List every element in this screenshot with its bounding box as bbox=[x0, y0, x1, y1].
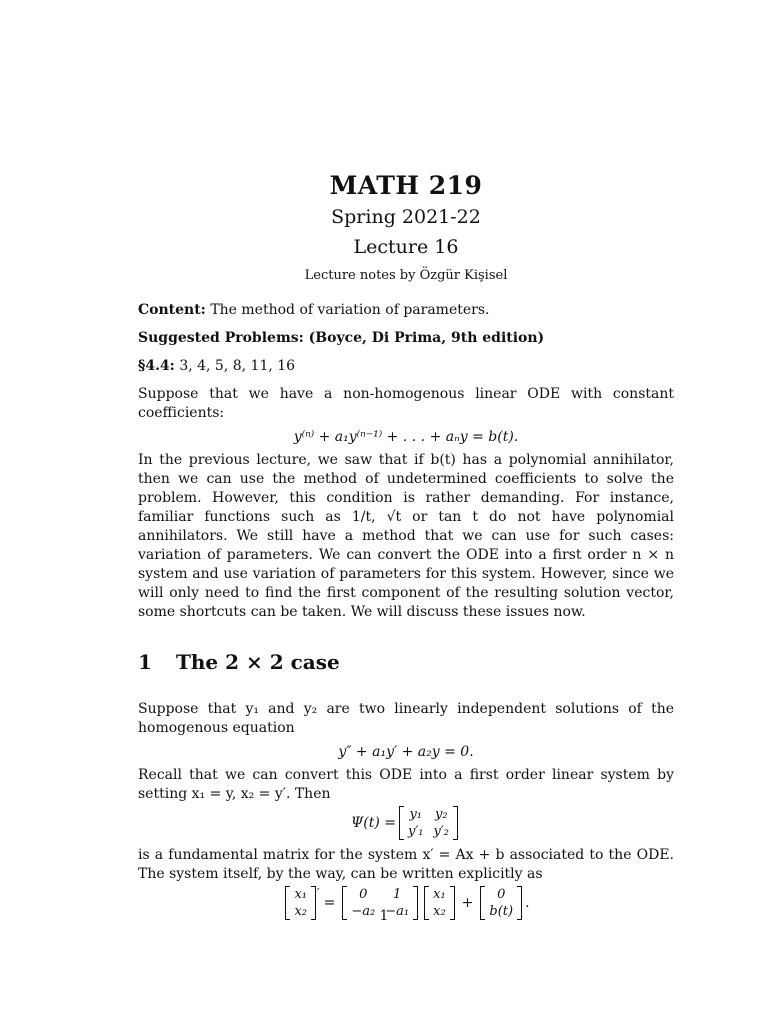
content-text: The method of variation of parameters. bbox=[210, 302, 490, 318]
matrix-cell: 0 bbox=[359, 887, 368, 902]
content-label: Content: bbox=[138, 302, 206, 318]
matrix-cell: 0 bbox=[497, 887, 506, 902]
author-line: Lecture notes by Özgür Kişisel bbox=[304, 268, 508, 283]
matrix-cell: x₁ bbox=[294, 887, 307, 902]
section-ref: §4.4: bbox=[138, 358, 175, 374]
matrix-cell: y₂ bbox=[434, 807, 448, 822]
psi-label: Ψ(t) = bbox=[350, 815, 396, 831]
section-paragraph-3: is a fundamental matrix for the system x′ = Ax + b associated to the ODE. The system itself, by the way, can be written explicitly as bbox=[138, 847, 674, 882]
intro-paragraph-2: In the previous lecture, we saw that if b(t) has a polynomial annihilator, then we can use the method of undetermined coefficients to solve the problem. However, this condition is rather demanding. For instance, familiar functions such as 1/t, √t or tan t do not have polynomial annihilators. We still have a method that we can use for such cases: variation of parameters. We can convert the ODE into a first order n × n system and use variation of parameters for this system. However, since we will only need to find the first component of the resulting solution vector, some shortcuts can be taken. We will discuss these issues now. bbox=[138, 452, 674, 620]
equals-sign: = bbox=[323, 895, 336, 911]
term-subtitle: Spring 2021-22 bbox=[331, 206, 481, 228]
fundamental-matrix-display bbox=[138, 806, 674, 840]
matrix-cell: b(t) bbox=[489, 904, 514, 919]
problem-list: 3, 4, 5, 8, 11, 16 bbox=[179, 358, 296, 374]
problem-list-line bbox=[138, 357, 674, 376]
section-paragraph-2: Recall that we can convert this ODE into a first order linear system by setting x₁ = y, x₂ = y′. Then bbox=[138, 767, 674, 802]
period-mark: . bbox=[525, 895, 530, 911]
page-body bbox=[138, 170, 674, 926]
page-title: MATH 219 bbox=[329, 171, 483, 200]
section-title: The 2 × 2 case bbox=[176, 650, 340, 674]
ode-equation: y⁽ⁿ⁾ + a₁y⁽ⁿ⁻¹⁾ + . . . + aₙy = b(t). bbox=[293, 429, 519, 445]
section-paragraph-1: Suppose that y₁ and y₂ are two linearly independent solutions of the homogenous equation bbox=[138, 701, 674, 736]
matrix-cell: y′₁ bbox=[407, 824, 424, 839]
psi-matrix bbox=[399, 806, 458, 840]
intro-paragraph-1: Suppose that we have a non-homogenous linear ODE with constant coefficients: bbox=[138, 386, 674, 421]
suggested-problems-label: Suggested Problems: (Boyce, Di Prima, 9th edition) bbox=[138, 330, 545, 346]
matrix-cell: 1 bbox=[393, 887, 402, 902]
prime-mark: ′ bbox=[317, 886, 320, 900]
matrix-cell: x₁ bbox=[433, 887, 446, 902]
lecture-subtitle: Lecture 16 bbox=[353, 236, 459, 258]
content-line bbox=[138, 301, 674, 320]
matrix-cell: −a₁ bbox=[385, 904, 410, 919]
section-heading bbox=[138, 650, 674, 674]
matrix-cell: y′₂ bbox=[433, 824, 450, 839]
matrix-cell: y₁ bbox=[409, 807, 423, 822]
plus-sign: + bbox=[461, 895, 474, 911]
matrix-cell: x₂ bbox=[433, 904, 446, 919]
homogeneous-equation: y″ + a₁y′ + a₂y = 0. bbox=[338, 744, 474, 760]
section-number: 1 bbox=[138, 650, 152, 674]
page-number: 1 bbox=[379, 908, 389, 924]
matrix-cell: x₂ bbox=[294, 904, 307, 919]
matrix-cell: −a₂ bbox=[351, 904, 376, 919]
